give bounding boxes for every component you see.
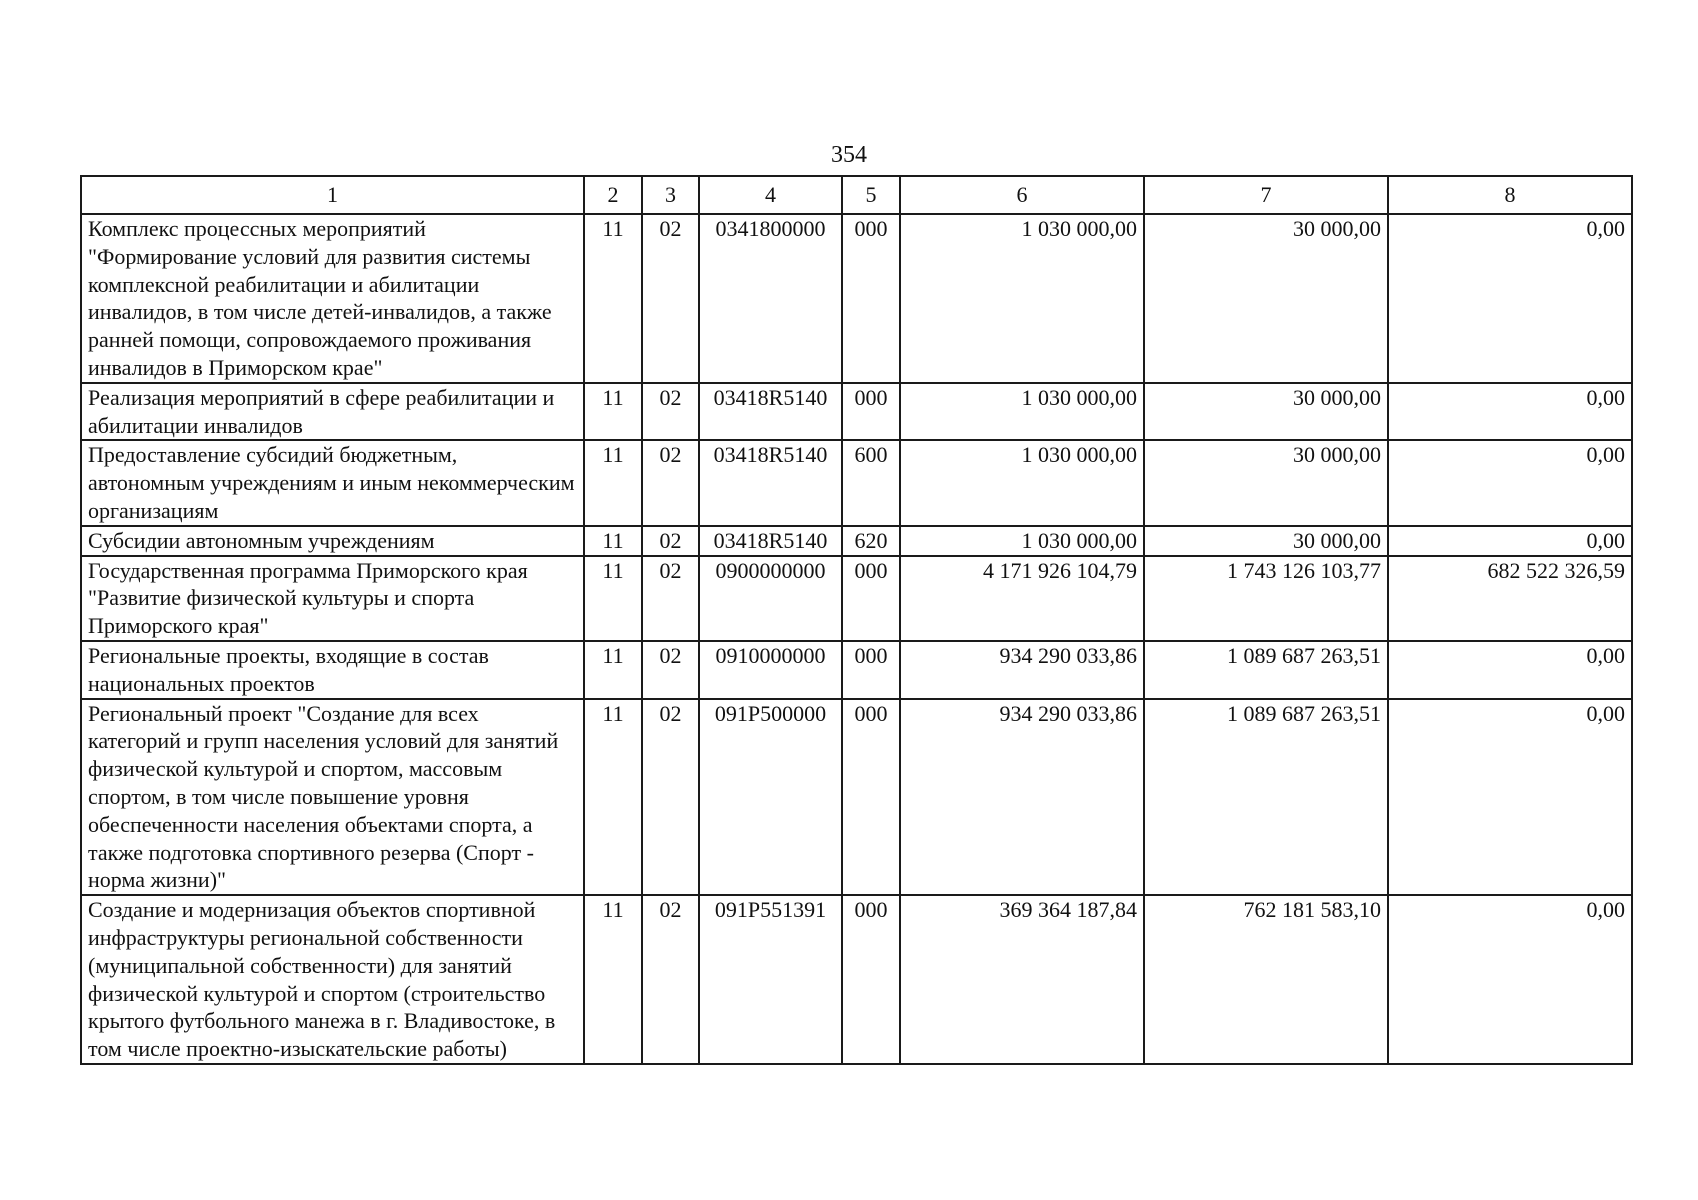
row-name: Субсидии автономным учреждениям	[81, 526, 584, 556]
row-amount-6: 1 030 000,00	[900, 214, 1144, 383]
row-subsection: 02	[642, 556, 699, 641]
row-expense-type: 000	[842, 699, 900, 896]
row-section: 11	[584, 895, 642, 1064]
row-amount-7: 30 000,00	[1144, 383, 1388, 441]
row-target-article: 0900000000	[699, 556, 842, 641]
table-row	[81, 895, 1632, 1064]
header-cell-7: 7	[1144, 176, 1388, 214]
row-subsection: 02	[642, 383, 699, 441]
row-expense-type: 600	[842, 440, 900, 525]
row-amount-8: 682 522 326,59	[1388, 556, 1632, 641]
row-amount-7: 30 000,00	[1144, 526, 1388, 556]
row-amount-8: 0,00	[1388, 526, 1632, 556]
page-number: 354	[831, 142, 867, 168]
row-expense-type: 000	[842, 641, 900, 699]
row-subsection: 02	[642, 214, 699, 383]
row-target-article: 0910000000	[699, 641, 842, 699]
row-section: 11	[584, 214, 642, 383]
row-amount-6: 934 290 033,86	[900, 699, 1144, 896]
row-amount-8: 0,00	[1388, 895, 1632, 1064]
row-amount-8: 0,00	[1388, 383, 1632, 441]
row-amount-7: 762 181 583,10	[1144, 895, 1388, 1064]
row-amount-8: 0,00	[1388, 641, 1632, 699]
table-row	[81, 641, 1632, 699]
table-row	[81, 699, 1632, 896]
row-amount-6: 1 030 000,00	[900, 526, 1144, 556]
row-amount-7: 1 089 687 263,51	[1144, 699, 1388, 896]
row-expense-type: 000	[842, 383, 900, 441]
row-name: Создание и модернизация объектов спортивной инфраструктуры региональной собственности (муниципальной собственности) для занятий физической культурой и спортом (строительство крытого футбольного манежа в г. Владивостоке, в том числе проектно-изыскательские работы)	[81, 895, 584, 1064]
row-section: 11	[584, 440, 642, 525]
row-subsection: 02	[642, 440, 699, 525]
table-row	[81, 440, 1632, 525]
table-row	[81, 526, 1632, 556]
table-row	[81, 383, 1632, 441]
row-section: 11	[584, 526, 642, 556]
header-row	[81, 176, 1632, 214]
row-target-article: 091P500000	[699, 699, 842, 896]
row-name: Комплекс процессных мероприятий "Формирование условий для развития системы комплексной реабилитации и абилитации инвалидов, в том числе детей-инвалидов, а также ранней помощи, сопровождаемого проживания инвалидов в Приморском крае"	[81, 214, 584, 383]
row-amount-6: 1 030 000,00	[900, 383, 1144, 441]
row-target-article: 091P551391	[699, 895, 842, 1064]
row-amount-7: 1 089 687 263,51	[1144, 641, 1388, 699]
row-expense-type: 000	[842, 556, 900, 641]
row-target-article: 03418R5140	[699, 526, 842, 556]
row-expense-type: 620	[842, 526, 900, 556]
row-amount-8: 0,00	[1388, 214, 1632, 383]
row-section: 11	[584, 641, 642, 699]
row-amount-6: 934 290 033,86	[900, 641, 1144, 699]
row-amount-6: 1 030 000,00	[900, 440, 1144, 525]
header-cell-8: 8	[1388, 176, 1632, 214]
row-name: Реализация мероприятий в сфере реабилитации и абилитации инвалидов	[81, 383, 584, 441]
row-target-article: 03418R5140	[699, 383, 842, 441]
row-subsection: 02	[642, 895, 699, 1064]
header-cell-6: 6	[900, 176, 1144, 214]
row-section: 11	[584, 383, 642, 441]
row-subsection: 02	[642, 641, 699, 699]
header-cell-1: 1	[81, 176, 584, 214]
row-amount-8: 0,00	[1388, 699, 1632, 896]
table-row	[81, 556, 1632, 641]
row-amount-7: 30 000,00	[1144, 214, 1388, 383]
row-expense-type: 000	[842, 895, 900, 1064]
row-name: Государственная программа Приморского края "Развитие физической культуры и спорта Приморского края"	[81, 556, 584, 641]
row-subsection: 02	[642, 699, 699, 896]
row-subsection: 02	[642, 526, 699, 556]
row-target-article: 03418R5140	[699, 440, 842, 525]
row-name: Региональные проекты, входящие в состав национальных проектов	[81, 641, 584, 699]
row-amount-7: 30 000,00	[1144, 440, 1388, 525]
budget-table	[80, 175, 1633, 1065]
row-amount-8: 0,00	[1388, 440, 1632, 525]
row-name: Предоставление субсидий бюджетным, автономным учреждениям и иным некоммерческим организациям	[81, 440, 584, 525]
row-expense-type: 000	[842, 214, 900, 383]
row-name: Региональный проект "Создание для всех категорий и групп населения условий для занятий физической культурой и спортом, массовым спортом, в том числе повышение уровня обеспеченности населения объектами спорта, а также подготовка спортивного резерва (Спорт - норма жизни)"	[81, 699, 584, 896]
header-cell-3: 3	[642, 176, 699, 214]
row-amount-7: 1 743 126 103,77	[1144, 556, 1388, 641]
row-amount-6: 369 364 187,84	[900, 895, 1144, 1064]
table-row	[81, 214, 1632, 383]
row-section: 11	[584, 556, 642, 641]
header-cell-4: 4	[699, 176, 842, 214]
row-section: 11	[584, 699, 642, 896]
header-cell-2: 2	[584, 176, 642, 214]
row-amount-6: 4 171 926 104,79	[900, 556, 1144, 641]
row-target-article: 0341800000	[699, 214, 842, 383]
header-cell-5: 5	[842, 176, 900, 214]
